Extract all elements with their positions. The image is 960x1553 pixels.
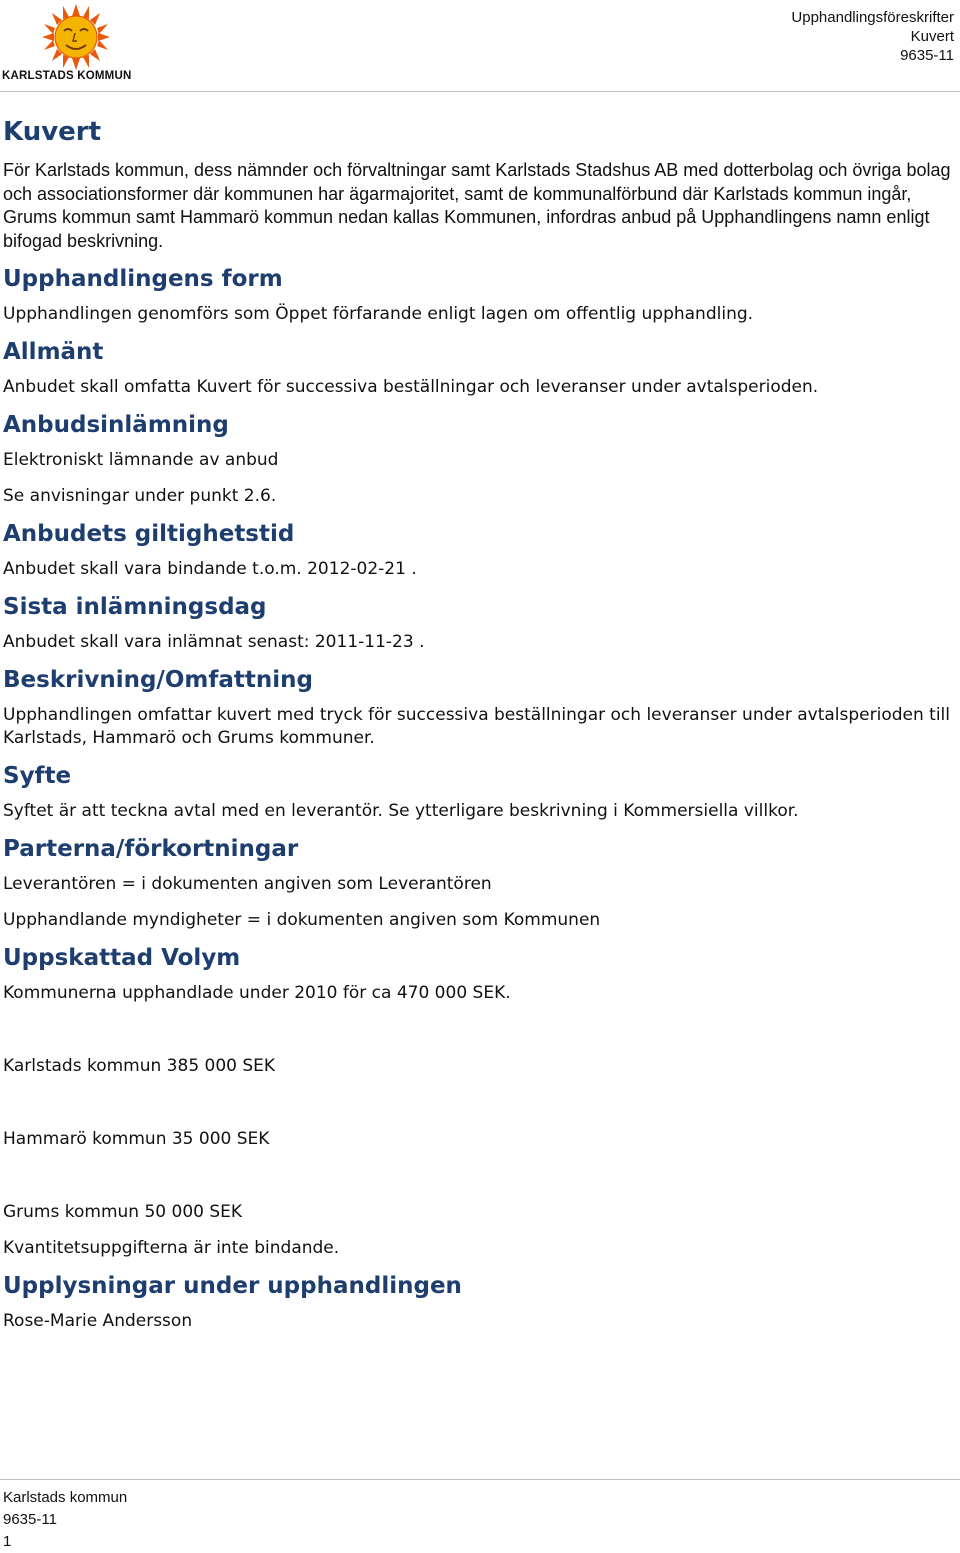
section-heading-giltighetstid: Anbudets giltighetstid — [3, 521, 295, 547]
sun-face-icon — [42, 4, 110, 70]
section-text: Kommunerna upphandlade under 2010 för ca 470 000 SEK. — [3, 983, 511, 1003]
volume-karlstad: Karlstads kommun 385 000 SEK — [3, 1056, 276, 1076]
section-text: Leverantören = i dokumenten angiven som Leverantören — [3, 874, 492, 894]
document-body — [3, 112, 955, 1333]
footer-org: Karlstads kommun — [3, 1489, 128, 1506]
section-text: Upphandlingen omfattar kuvert med tryck för successiva beställningar och leveranser under avtalsperioden till Karlstads, Hammarö och Grums kommuner. — [3, 705, 951, 748]
karlstads-logo — [2, 2, 152, 88]
header-divider — [0, 91, 960, 92]
contact-name: Rose-Marie Andersson — [3, 1311, 193, 1331]
footer-doc-number: 9635-11 — [3, 1511, 57, 1528]
volume-grums: Grums kommun 50 000 SEK — [3, 1202, 243, 1222]
logo-text: KARLSTADS KOMMUN — [2, 70, 132, 82]
section-text: Se anvisningar under punkt 2.6. — [3, 486, 277, 506]
section-heading-upplysningar: Upplysningar under upphandlingen — [3, 1273, 462, 1299]
footer-divider — [0, 1479, 960, 1480]
section-text: Elektroniskt lämnande av anbud — [3, 450, 279, 470]
section-text: Upphandlingen genomförs som Öppet förfarande enligt lagen om offentlig upphandling. — [3, 304, 754, 324]
section-text: Anbudet skall vara bindande t.o.m. 2012-02-21 . — [3, 559, 417, 579]
section-heading-allmant: Allmänt — [3, 339, 104, 365]
section-heading-form: Upphandlingens form — [3, 266, 283, 292]
page-footer — [3, 1487, 127, 1553]
doc-title: Kuvert — [910, 28, 954, 45]
section-heading-anbudsinlamning: Anbudsinlämning — [3, 412, 229, 438]
section-text: Upphandlande myndigheter = i dokumenten angiven som Kommunen — [3, 910, 601, 930]
section-text: Syftet är att teckna avtal med en leverantör. Se ytterligare beskrivning i Kommersiella villkor. — [3, 801, 799, 821]
page-title: Kuvert — [3, 117, 102, 147]
section-heading-syfte: Syfte — [3, 763, 72, 789]
doc-type: Upphandlingsföreskrifter — [791, 9, 954, 26]
document-meta — [791, 8, 954, 65]
section-heading-parterna: Parterna/förkortningar — [3, 836, 299, 862]
section-text: Anbudet skall omfatta Kuvert för successiva beställningar och leveranser under avtalsperioden. — [3, 377, 819, 397]
section-heading-volym: Uppskattad Volym — [3, 945, 241, 971]
volume-hammaro: Hammarö kommun 35 000 SEK — [3, 1129, 270, 1149]
intro-paragraph: För Karlstads kommun, dess nämnder och förvaltningar samt Karlstads Stadshus AB med dotterbolag och övriga bolag och associationsformer där kommunen har ägarmajoritet, samt de kommunalförbund där Karlstads kommun ingår, Grums kommun samt Hammarö kommun nedan kallas Kommunen, infordras anbud på Upphandlingens namn enligt bifogad beskrivning. — [3, 160, 951, 251]
section-text: Kvantitetsuppgifterna är inte bindande. — [3, 1238, 340, 1258]
page-number: 1 — [3, 1533, 12, 1550]
doc-number: 9635-11 — [900, 47, 954, 64]
section-text: Anbudet skall vara inlämnat senast: 2011-11-23 . — [3, 632, 425, 652]
section-heading-inlamningsdag: Sista inlämningsdag — [3, 594, 267, 620]
section-heading-beskrivning: Beskrivning/Omfattning — [3, 667, 313, 693]
page-header — [0, 0, 960, 92]
